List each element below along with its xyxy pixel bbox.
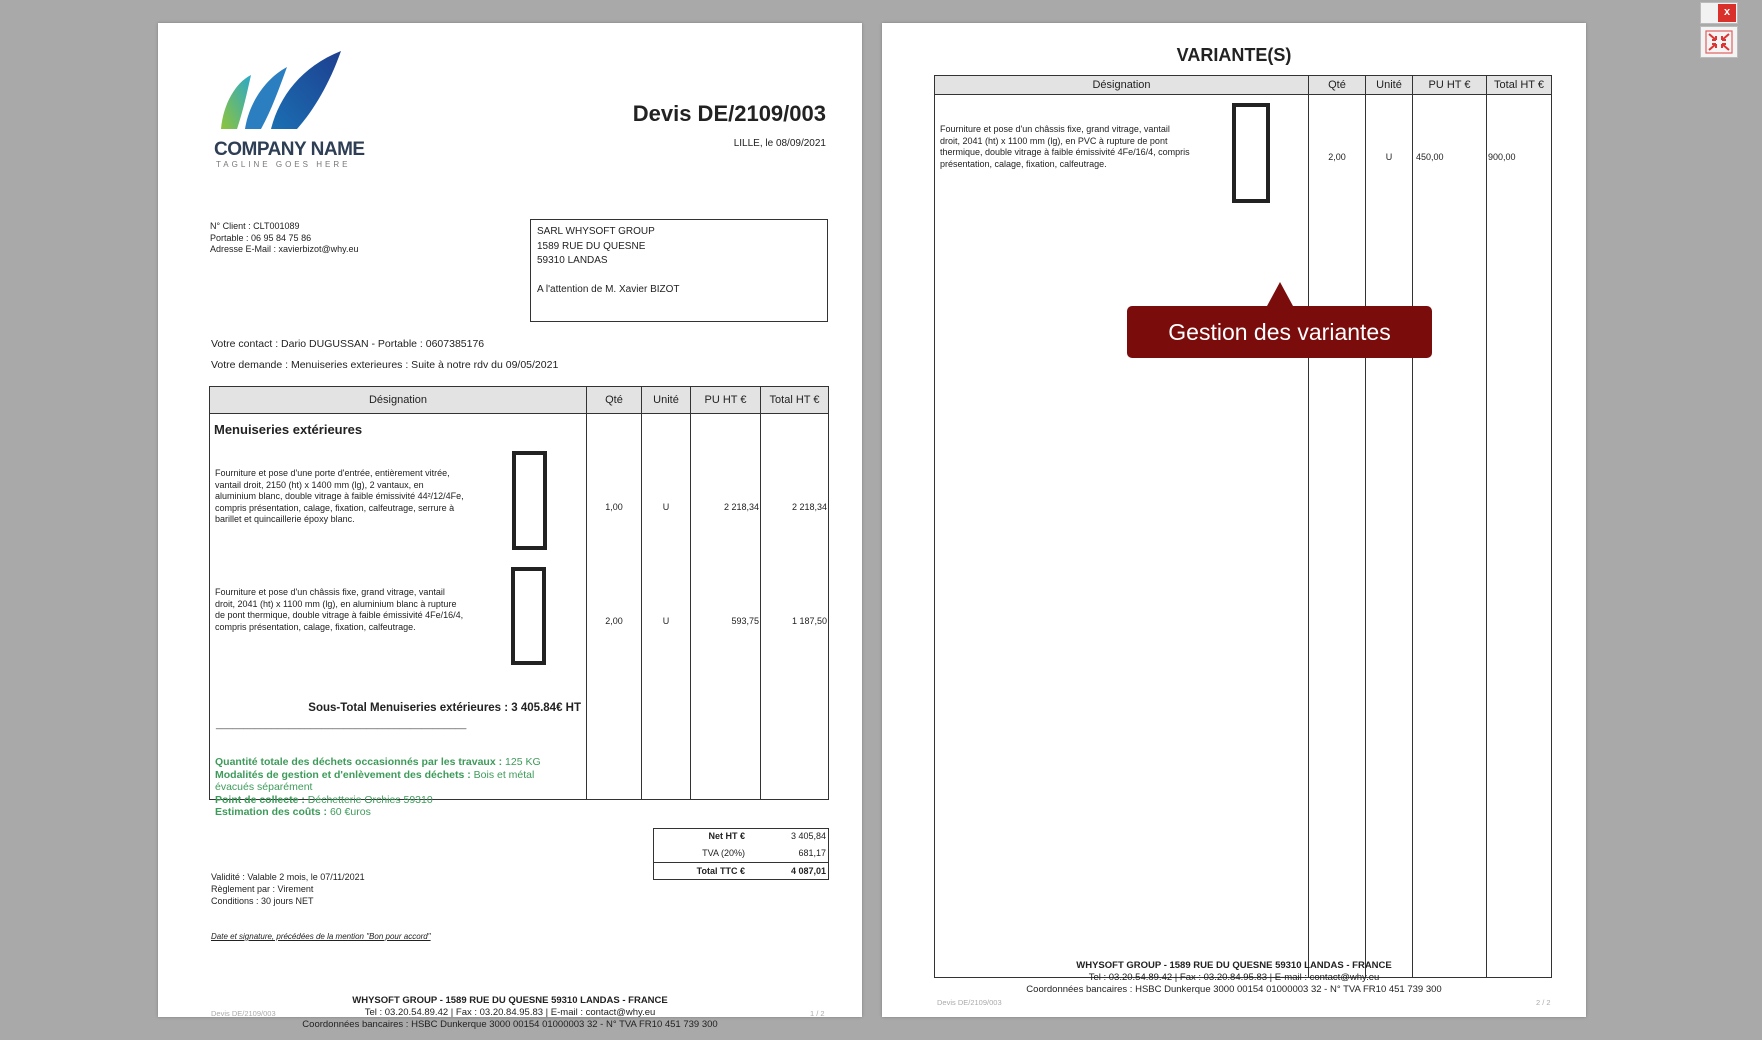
item-2-unit: U [662, 616, 670, 626]
tva-label: TVA (20%) [702, 847, 745, 858]
page2-ref: Devis DE/2109/003 [937, 998, 1002, 1007]
v-col-unit-header: Unité [1365, 75, 1413, 95]
conditions: Conditions : 30 jours NET [211, 896, 314, 906]
waste-cost-label: Estimation des coûts : [215, 806, 328, 818]
company-tagline: TAGLINE GOES HERE [216, 160, 351, 169]
place-date: LILLE, le 08/09/2021 [733, 138, 826, 149]
footer-bank: Coordonnées bancaires : HSBC Dunkerque 3000 00154 01000003 32 - N° TVA FR10 451 739 300 [302, 1019, 718, 1030]
client-id: N° Client : CLT001089 [210, 221, 300, 231]
col-designation-header: Désignation [209, 386, 587, 414]
waste-cost-value: 60 €uros [329, 806, 371, 818]
waste-qty-label: Quantité totale des déchets occasionnés par les travaux : [215, 756, 503, 768]
item-1-unit: U [662, 502, 670, 512]
request-line: Votre demande : Menuiseries exterieures : Suite à notre rdv du 09/05/2021 [211, 359, 559, 371]
address-attention: A l'attention de M. Xavier BIZOT [537, 283, 680, 295]
waste-point-label: Point de collecte : [215, 793, 305, 806]
item-2-pu: 593,75 [731, 616, 759, 626]
contact-line: Votre contact : Dario DUGUSSAN - Portable : 0607385176 [211, 338, 485, 350]
v-col-qty-header: Qté [1308, 75, 1366, 95]
variant-unit: U [1385, 152, 1393, 162]
section-title: Menuiseries extérieures [214, 422, 363, 437]
v-col-pu-header: PU HT € [1412, 75, 1487, 95]
footer-contact: Tel : 03.20.54.89.42 | Fax : 03.20.84.95.83 | E-mail : contact@why.eu [364, 1007, 656, 1018]
col-pu-header: PU HT € [690, 386, 761, 414]
v-col-designation-header: Désignation [934, 75, 1309, 95]
company-logo-icon [213, 45, 343, 131]
item-1-qty: 1,00 [605, 502, 623, 512]
page2-number: 2 / 2 [1536, 998, 1551, 1007]
door-image-icon [512, 451, 547, 550]
quote-page-2 [882, 23, 1586, 1017]
address-line3: 59310 LANDAS [537, 255, 608, 266]
client-mobile: Portable : 06 95 84 75 86 [210, 232, 312, 243]
ttc-label: Total TTC € [696, 865, 745, 876]
client-info [210, 221, 359, 256]
client-email: Adresse E-Mail : xavierbizot@why.eu [210, 244, 359, 254]
variants-callout: Gestion des variantes [1127, 306, 1432, 358]
company-name: COMPANY NAME [214, 139, 365, 160]
item-1-total: 2 218,34 [791, 502, 827, 512]
v-col-total-header: Total HT € [1486, 75, 1552, 95]
quote-title: Devis DE/2109/003 [632, 101, 826, 126]
subtotal: Sous-Total Menuiseries extérieures : 3 405.84€ HT [308, 702, 581, 714]
col-qty-header: Qté [586, 386, 642, 414]
item-1-description: Fourniture et pose d'une porte d'entrée, entièrement vitrée, vantail droit, 2150 (ht) x 1400 mm (lg), 2 vantaux, en aluminium blanc, double vitrage à faible émissivité 44²/12/4Fe, compris présentation, calage, fixation, calfeutrage, serrure à barillet et quincaillerie époxy blanc. [215, 468, 464, 524]
waste-point-value: Déchetterie Orchies 59310 [307, 793, 433, 806]
address-box [530, 219, 828, 322]
footer-contact: Tel : 03.20.54.89.42 | Fax : 03.20.84.95.83 | E-mail : contact@why.eu [1088, 972, 1380, 983]
variant-qty: 2,00 [1328, 152, 1346, 162]
tva-value: 681,17 [798, 847, 826, 858]
quote-page-1 [158, 23, 862, 1030]
waste-info [215, 756, 545, 819]
footer-address: WHYSOFT GROUP - 1589 RUE DU QUESNE 59310 LANDAS - FRANCE [1076, 960, 1392, 971]
waste-mgmt-value: Bois et métal évacués séparément [215, 768, 535, 793]
collapse-icon [1701, 27, 1737, 57]
waste-mgmt-label: Modalités de gestion et d'enlèvement des déchets : [215, 768, 471, 781]
window-image-icon [511, 567, 546, 665]
net-ht-label: Net HT € [708, 830, 745, 841]
address-line2: 1589 RUE DU QUESNE [537, 240, 646, 252]
totals-list [653, 828, 829, 880]
separator-line: _____________________________________________ [216, 719, 467, 730]
ttc-value: 4 087,01 [790, 865, 826, 876]
variants-title: VARIANTE(S) [1176, 45, 1292, 65]
page1-ref: Devis DE/2109/003 [211, 1009, 276, 1018]
variant-pu: 450,00 [1416, 152, 1444, 162]
signature-mention: Date et signature, précédées de la mention "Bon pour accord" [211, 932, 431, 941]
payment: Règlement par : Virement [211, 884, 314, 894]
footer-bank: Coordonnées bancaires : HSBC Dunkerque 3000 00154 01000003 32 - N° TVA FR10 451 739 300 [1026, 984, 1442, 995]
variant-item-description: Fourniture et pose d'un châssis fixe, grand vitrage, vantail droit, 2041 (ht) x 1100 mm (lg), en PVC à rupture de pont thermique, double vitrage à faible émissivité 4Fe/16/4, compris présentation, calage, fixation, calfeutrage. [940, 124, 1190, 169]
page1-number: 1 / 2 [810, 1009, 825, 1018]
terms [211, 871, 365, 907]
window-close-bar [1700, 2, 1738, 24]
item-2-description: Fourniture et pose d'un châssis fixe, grand vitrage, vantail droit, 2041 (ht) x 1100 mm (lg), en aluminium blanc à rupture de pont thermique, double vitrage à faible émissivité 4Fe/16/4, compris présentation, calage, fixation, calfeutrage. [215, 587, 464, 632]
col-unit-header: Unité [641, 386, 691, 414]
item-2-total: 1 187,50 [791, 616, 827, 626]
validity: Validité : Valable 2 mois, le 07/11/2021 [211, 872, 365, 882]
variants-table [934, 75, 1552, 978]
item-2-qty: 2,00 [605, 616, 623, 626]
footer-address: WHYSOFT GROUP - 1589 RUE DU QUESNE 59310 LANDAS - FRANCE [352, 995, 668, 1006]
col-total-header: Total HT € [760, 386, 829, 414]
variant-window-image-icon [1232, 103, 1270, 203]
page2-footer [882, 960, 1586, 996]
item-1-pu: 2 218,34 [723, 502, 759, 512]
variant-total: 900,00 [1488, 152, 1516, 162]
close-button[interactable]: x [1718, 4, 1736, 22]
waste-qty-value: 125 KG [505, 756, 541, 768]
net-ht-value: 3 405,84 [790, 830, 826, 841]
address-line1: SARL WHYSOFT GROUP [537, 226, 655, 237]
exit-fullscreen-button[interactable] [1700, 26, 1738, 58]
